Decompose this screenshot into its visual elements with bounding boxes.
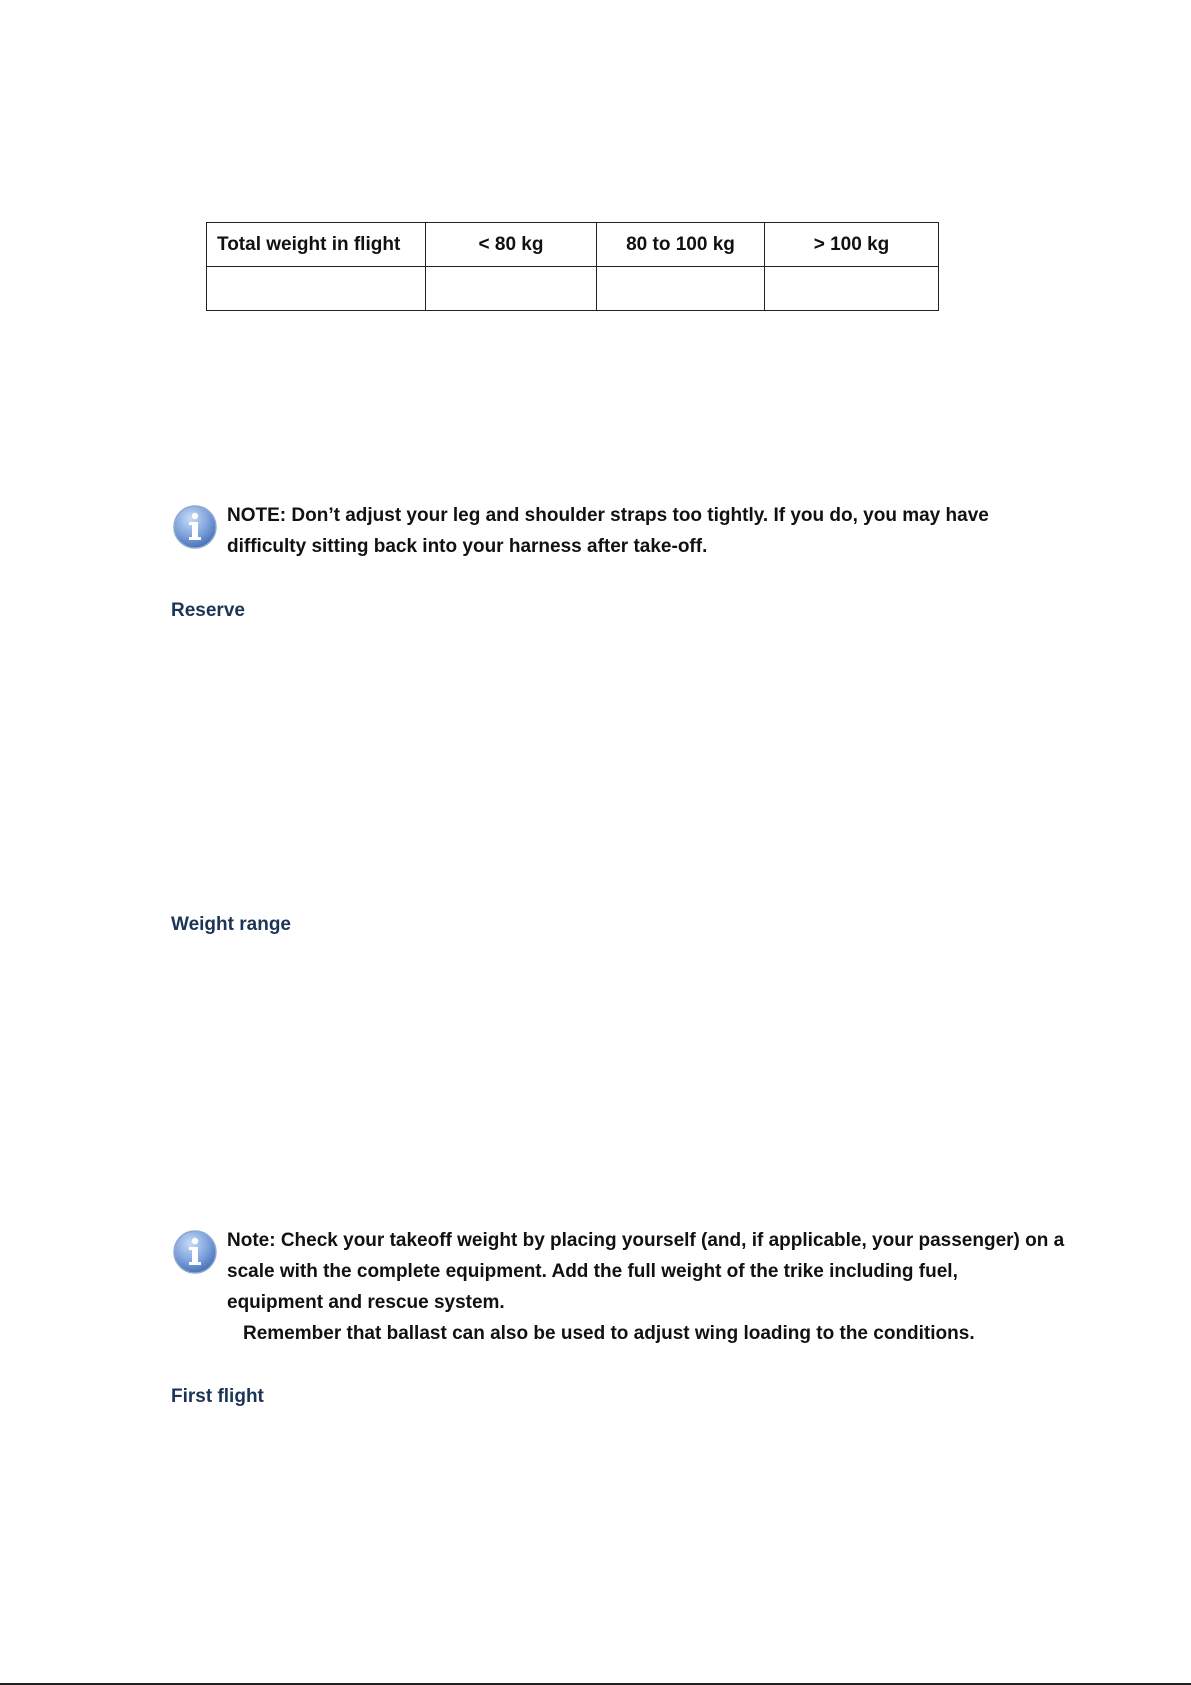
- note-line: equipment and rescue system.: [227, 1292, 505, 1313]
- table-header-cell: 80 to 100 kg: [597, 223, 765, 267]
- table-row: [207, 223, 939, 267]
- note-line: scale with the complete equipment. Add the full weight of the trike including fuel,: [227, 1261, 958, 1282]
- section-heading-first-flight: First flight: [171, 1386, 264, 1407]
- note-line: Note: Check your takeoff weight by placing yourself (and, if applicable, your passenger) on a: [227, 1230, 1065, 1251]
- weight-table: [206, 222, 939, 311]
- info-icon: [172, 504, 218, 550]
- note-box: [172, 500, 1072, 570]
- table-row: [207, 267, 939, 311]
- note-line: difficulty sitting back into your harness after take-off.: [227, 536, 708, 557]
- note-box: [172, 1225, 1072, 1355]
- section-heading-reserve: Reserve: [171, 600, 245, 621]
- note-line: Remember that ballast can also be used to adjust wing loading to the conditions.: [243, 1323, 975, 1344]
- table-header-cell: Total weight in flight: [207, 223, 426, 267]
- table-cell: [207, 267, 426, 311]
- info-icon: [172, 1229, 218, 1275]
- table-cell: [765, 267, 939, 311]
- note-line: NOTE: Don’t adjust your leg and shoulder straps too tightly. If you do, you may have: [227, 505, 989, 526]
- section-heading-weight-range: Weight range: [171, 914, 291, 935]
- table-header-cell: < 80 kg: [426, 223, 597, 267]
- table-cell: [597, 267, 765, 311]
- note-text: [227, 1225, 1064, 1349]
- table-header-cell: > 100 kg: [765, 223, 939, 267]
- table-cell: [426, 267, 597, 311]
- note-text: [227, 500, 989, 562]
